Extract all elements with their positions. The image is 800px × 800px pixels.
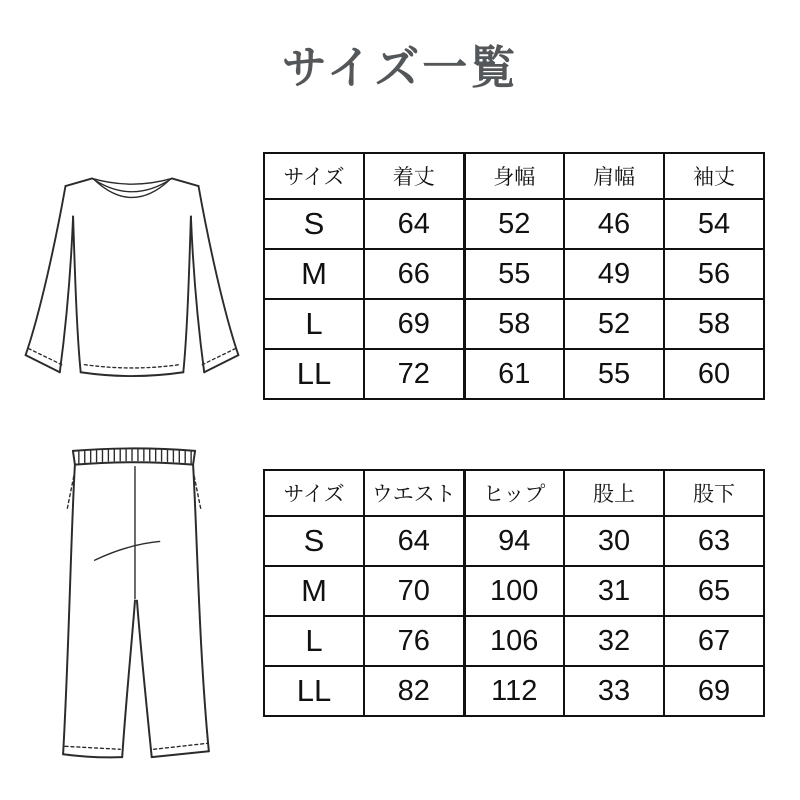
shirt-illustration [18,150,246,395]
value-cell: 64 [364,199,464,249]
table-row [264,249,764,299]
value-cell: 55 [464,249,564,299]
value-cell: 72 [364,349,464,399]
pants-illustration [35,443,233,768]
table-row [264,199,764,249]
table-row [264,516,764,566]
table-row [264,666,764,716]
value-cell: 112 [464,666,564,716]
value-cell: 100 [464,566,564,616]
value-cell: 69 [364,299,464,349]
value-cell: 49 [564,249,664,299]
value-cell: 67 [664,616,764,666]
table-row [264,349,764,399]
value-cell: 58 [464,299,564,349]
column-header-size: サイズ [264,153,364,199]
value-cell: 31 [564,566,664,616]
value-cell: 54 [664,199,764,249]
value-cell: 32 [564,616,664,666]
value-cell: 52 [564,299,664,349]
value-cell: 30 [564,516,664,566]
column-header-hip: ヒップ [464,470,564,516]
bottoms-size-table [263,469,765,717]
tops-header-row [264,153,764,199]
value-cell: 64 [364,516,464,566]
bottoms-header-row [264,470,764,516]
value-cell: 46 [564,199,664,249]
size-cell: L [264,299,364,349]
size-cell: LL [264,666,364,716]
size-cell: S [264,516,364,566]
value-cell: 56 [664,249,764,299]
column-header-waist: ウエスト [364,470,464,516]
table-row [264,616,764,666]
value-cell: 94 [464,516,564,566]
value-cell: 61 [464,349,564,399]
value-cell: 66 [364,249,464,299]
page-title: サイズ一覧 [281,42,519,93]
value-cell: 63 [664,516,764,566]
value-cell: 76 [364,616,464,666]
table-row [264,299,764,349]
table-row [264,566,764,616]
value-cell: 58 [664,299,764,349]
value-cell: 70 [364,566,464,616]
value-cell: 69 [664,666,764,716]
column-header-length: 着丈 [364,153,464,199]
size-cell: M [264,249,364,299]
column-header-width: 身幅 [464,153,564,199]
size-cell: L [264,616,364,666]
column-header-rise: 股上 [564,470,664,516]
column-header-sleeve: 袖丈 [664,153,764,199]
value-cell: 65 [664,566,764,616]
size-cell: S [264,199,364,249]
size-cell: M [264,566,364,616]
value-cell: 55 [564,349,664,399]
tops-size-table [263,152,765,400]
value-cell: 60 [664,349,764,399]
column-header-size: サイズ [264,470,364,516]
value-cell: 33 [564,666,664,716]
size-cell: LL [264,349,364,399]
column-header-inseam: 股下 [664,470,764,516]
column-header-shoulder: 肩幅 [564,153,664,199]
value-cell: 106 [464,616,564,666]
value-cell: 52 [464,199,564,249]
value-cell: 82 [364,666,464,716]
